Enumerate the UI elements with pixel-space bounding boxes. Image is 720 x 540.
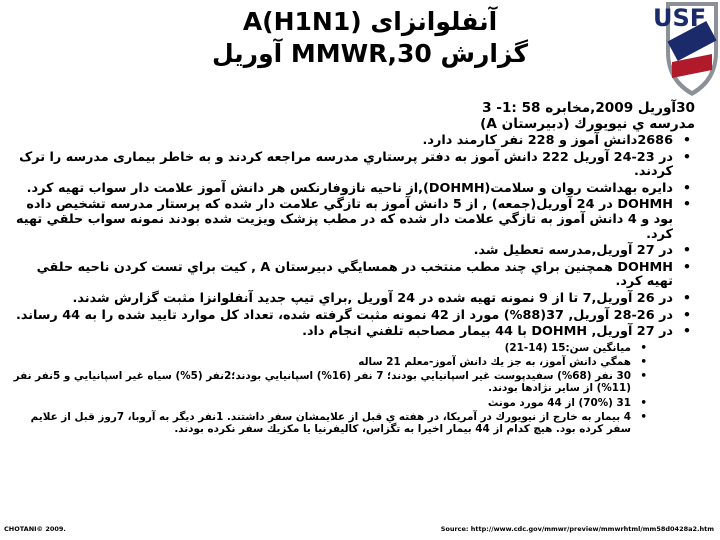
sub-list-item: • 31 (70%) از 44 مورد مونث	[8, 397, 673, 409]
source-note: Source: http://www.cdc.gov/mmwr/preview/mmwrhtml/mm58d0428a2.htm	[440, 525, 714, 533]
slide-title	[150, 6, 590, 70]
sub-bullet-list	[8, 342, 673, 435]
list-item: • دایره بهداشت روان و سلامت(DOHMH),از ناحیه نازوفارنکس هر دانش آموز علامت دار سواب تهیه کرد.	[8, 182, 695, 197]
bullet-list	[8, 134, 695, 435]
heading-line-2: مدرسه ي نيويورك (دبيرستان A)	[480, 116, 695, 132]
list-item-interview	[8, 325, 695, 435]
list-item: • در 27 آوريل,مدرسه تعطيل شد.	[8, 244, 695, 259]
title-line-1: آنفلوانزای (A(H1N1	[242, 7, 498, 36]
heading-line-1: 30آوریل 2009,مخابره 58 :1- 3	[482, 100, 695, 116]
list-item: • DOHMH در 24 آوریل(جمعه) , از 5 دانش آموز به تازگي علامت دار شده که پرستار مدرسه تشخیص داده بود و 4 دانش آموز به تازگي علامت دار شده که در مطب پزشک ويزيت شده بودند نمونه سواب حلقي تهيه کرد.	[8, 198, 695, 242]
sub-list-item: • میانگین سن:15 (14-21)	[8, 342, 673, 354]
title-line-2: گزارش 30,MMWR آوریل	[211, 39, 529, 68]
list-item: • در 26-28 آوریل, 37(88%) مورد از 42 نمونه مثبت گرفته شده، تعداد کل موارد تاييد شده را به 44 رساند.	[8, 309, 695, 324]
interview-text: • در 27 آوريل, DOHMH با 44 بيمار مصاحبه تلفني انجام داد.	[302, 324, 673, 340]
list-item: • 2686دانش آموز و 228 نفر کارمند دارد.	[8, 134, 695, 149]
copyright-note: CHOTANI© 2009.	[4, 525, 66, 533]
slide-body	[8, 100, 695, 435]
sub-list-item: • 30 نفر (68%) سفيدپوست غير اسپانيايي بودند؛ 7 نفر (16%) اسپانيايي بودند؛2نفر (5%) سياه غير اسپانيايي و 5نفر نفر (11%) از ساير نژادها بودند.	[8, 370, 673, 394]
sub-list-item: • 4 بيمار به خارج از نيويورك در آمريكا، در هفته ي قبل از علايمشان سفر داشتند. 1نفر ديگر به آروبا، 7روز قبل از علايم سفر كرده بود. هيچ كدام از 44 بيمار اخيرا به تگزاس، كاليفرنيا يا مكزيك سفر نكرده بودند.	[8, 411, 673, 435]
list-item: • در 23-24 آوریل 222 دانش آموز به دفتر پرستاري مدرسه مراجعه کردند و به خاطر بیماری مدرسه را ترک کردند.	[8, 151, 695, 180]
report-heading	[8, 100, 695, 132]
list-item: • در 26 آوریل,7 تا از 9 نمونه تهيه شده در 24 آوريل ,براي تيپ جدید آنفلوانزا مثبت گزارش شدند.	[8, 292, 695, 307]
usf-logo	[650, 0, 720, 98]
list-item: • DOHMH همچنين براي چند مطب منتخب در همسايگي دبيرستان A , کيت براي تست کردن ناحيه حلقي تهيه کرد.	[8, 261, 695, 290]
sub-list-item: • همگي دانش آموز، به جز يك دانش آموز-معلم 21 ساله	[8, 356, 673, 368]
logo-letters: USF	[653, 4, 707, 32]
